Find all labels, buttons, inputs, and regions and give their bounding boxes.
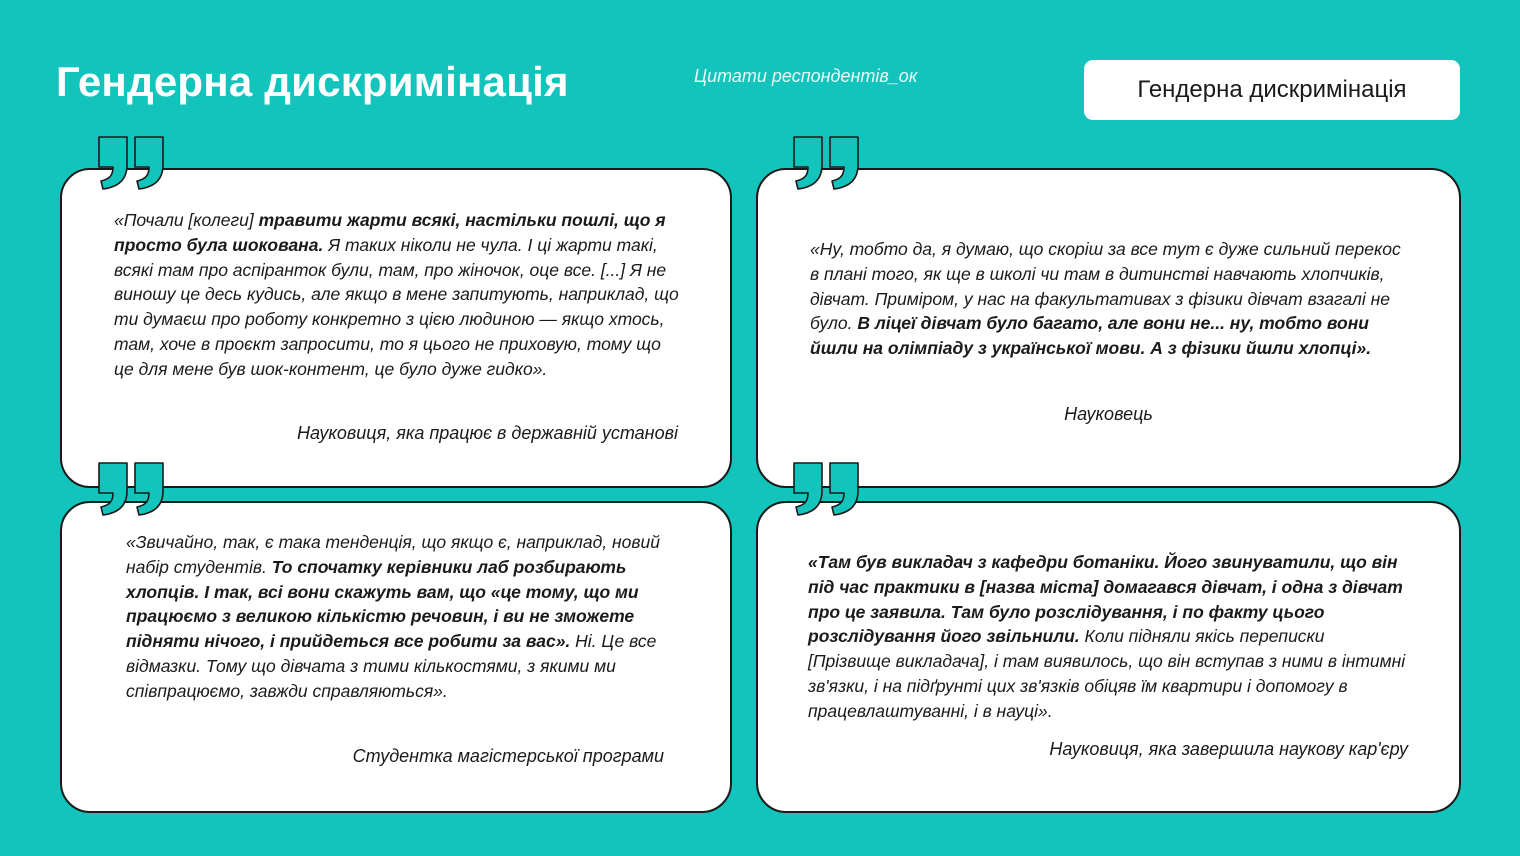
quote-emphasis: В ліцеї дівчат було багато, але вони не... ну, тобто вони йшли на олімпіаду з української мови. А з фізики йшли хлопці».	[810, 313, 1372, 359]
quote-attribution-3: Студентка магістерської програми	[352, 746, 664, 766]
quote-card-2	[756, 168, 1461, 488]
quote-card-4	[756, 501, 1461, 813]
quote-segment: «Звичайно, так, є така тенденція, що якщо є, наприклад, новий набір студентів.	[126, 532, 660, 577]
quote-mark-icon-1	[97, 135, 169, 191]
quote-segment: Коли підняли якісь переписки [Прізвище викладача], і там виявилось, що він вступав з ними в інтимні зв'язки, і на підґрунті цих зв'язків обіцяв їм квартири і допомогу в працевлаштуванні, і в науці».	[808, 626, 1406, 721]
quote-text-4	[808, 550, 1408, 724]
quote-attribution-1: Науковиця, яка працює в державній установі	[296, 423, 678, 443]
quote-text-1	[114, 208, 679, 382]
quote-emphasis: травити жарти всякі, настільки пошлі, що я просто була шокована.	[114, 210, 666, 255]
quote-mark-icon-2	[792, 135, 864, 191]
quote-emphasis: «Там був викладач з кафедри ботаніки. Його звинуватили, що він під час практики в [назва міста] домагався дівчат, і одна з дівчат про це заявила. Там було розслідування, і по факту цього розслідування його звільнили.	[808, 552, 1403, 647]
quote-segment: Я таких ніколи не чула. І ці жарти такі, всякі там про аспіранток були, там, про жіночок, оце все. [...] Я не виношу це десь кудись, але якщо в мене запитують, наприклад, що ти думаєш про роботу конкретно з цією людиною — якщо хтось, там, хоче в проєкт запросити, то я цього не приховую, тому що це для мене був шок-контент, це було дуже гидко».	[114, 234, 679, 379]
topic-badge: Гендерна дискримінація	[1084, 60, 1460, 120]
quote-segment: Ні. Це все відмазки. Тому що дівчата з тими кількостями, з якими ми співпрацюємо, завжди справляються».	[126, 631, 657, 701]
page-title: Гендерна дискримінація	[56, 58, 569, 105]
quote-card-1	[60, 168, 732, 488]
quote-segment: «Ну, тобто да, я думаю, що скоріш за все тут є дуже сильний перекос в плані того, як ще в школі чи там в дитинстві навчають хлопчиків, дівчат. Приміром, у нас на факультативах з фізики дівчат взагалі не було.	[810, 239, 1401, 334]
quote-text-3	[126, 530, 671, 704]
quote-mark-icon-3	[97, 461, 169, 517]
quote-card-3	[60, 501, 732, 813]
page-subtitle: Цитати респондентів_ок	[694, 66, 918, 86]
quote-attribution-2: Науковець	[1064, 404, 1153, 424]
quote-emphasis: То спочатку керівники лаб розбирають хлопців. І так, всі вони скажуть вам, що «це тому, що ми працюємо з великою кількістю речовин, і ви не зможете підняти нічого, і прийдеться все робити за вас».	[126, 556, 639, 652]
quote-segment: «Почали [колеги]	[114, 210, 259, 230]
quote-attribution-4: Науковиця, яка завершила наукову кар'єру	[1049, 739, 1408, 759]
quote-mark-icon-4	[792, 461, 864, 517]
quote-text-2	[810, 237, 1405, 361]
